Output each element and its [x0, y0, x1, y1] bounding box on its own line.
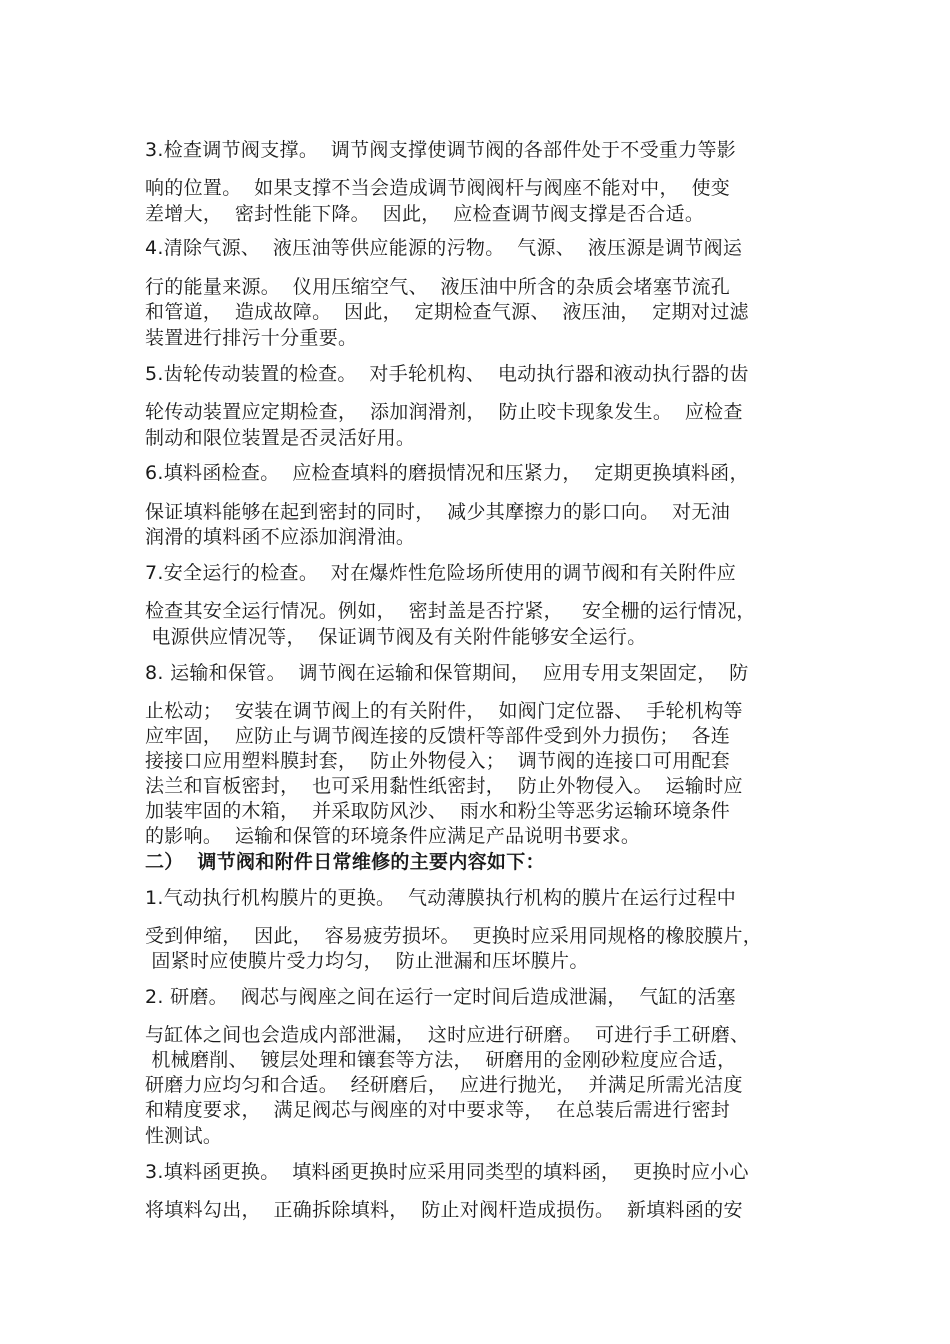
- paragraph-line: 响的位置。 如果支撑不当会造成调节阀阀杆与阀座不能对中， 使变: [145, 177, 731, 199]
- paragraph-line: 保证填料能够在起到密封的同时， 减少其摩擦力的影口向。 对无油: [145, 501, 731, 523]
- paragraph-line: 4.清除气源、 液压油等供应能源的污物。 气源、 液压源是调节阀运: [145, 237, 743, 259]
- paragraph-line: 固紧时应使膜片受力均匀， 防止泄漏和压坏膜片。: [145, 950, 589, 972]
- paragraph-line: 1.气动执行机构膜片的更换。 气动薄膜执行机构的膜片在运行过程中: [145, 887, 737, 909]
- paragraph-line: 机械磨削、 镀层处理和镶套等方法， 研磨用的金刚砂粒度应合适，: [145, 1049, 737, 1071]
- paragraph-line: 5.齿轮传动装置的检查。 对手轮机构、 电动执行器和液动执行器的齿: [145, 363, 749, 385]
- paragraph-line: 差增大， 密封性能下降。 因此， 应检查调节阀支撑是否合适。: [145, 203, 705, 225]
- section-heading: 二） 调节阀和附件日常维修的主要内容如下：: [145, 851, 545, 873]
- paragraph-line: 法兰和盲板密封， 也可采用黏性纸密封， 防止外物侵入。 运输时应: [145, 775, 743, 797]
- paragraph-line: 将填料勾出， 正确拆除填料， 防止对阀杆造成损伤。 新填料函的安: [145, 1199, 743, 1221]
- paragraph-line: 的影响。 运输和保管的环境条件应满足产品说明书要求。: [145, 825, 641, 847]
- paragraph-line: 受到伸缩， 因此， 容易疲劳损坏。 更换时应采用同规格的橡胶膜片，: [145, 925, 763, 947]
- paragraph-line: 和管道， 造成故障。 因此， 定期检查气源、 液压油， 定期对过滤: [145, 301, 749, 323]
- paragraph-line: 止松动； 安装在调节阀上的有关附件， 如阀门定位器、 手轮机构等: [145, 700, 743, 722]
- paragraph-line: 与缸体之间也会造成内部泄漏， 这时应进行研磨。 可进行手工研磨、: [145, 1024, 750, 1046]
- paragraph-line: 行的能量来源。 仪用压缩空气、 液压油中所含的杂质会堵塞节流孔: [145, 276, 731, 298]
- paragraph-line: 6.填料函检查。 应检查填料的磨损情况和压紧力， 定期更换填料函，: [145, 462, 749, 484]
- paragraph-line: 制动和限位装置是否灵活好用。: [145, 427, 416, 449]
- paragraph-line: 3.填料函更换。 填料函更换时应采用同类型的填料函， 更换时应小心: [145, 1161, 749, 1183]
- paragraph-line: 2. 研磨。 阀芯与阀座之间在运行一定时间后造成泄漏， 气缸的活塞: [145, 986, 736, 1008]
- paragraph-line: 装置进行排污十分重要。: [145, 327, 358, 349]
- paragraph-line: 7.安全运行的检查。 对在爆炸性危险场所使用的调节阀和有关附件应: [145, 562, 737, 584]
- paragraph-line: 电源供应情况等， 保证调节阀及有关附件能够安全运行。: [145, 626, 647, 648]
- paragraph-line: 接接口应用塑料膜封套， 防止外物侵入； 调节阀的连接口可用配套: [145, 750, 731, 772]
- paragraph-line: 加装牢固的木箱， 并采取防风沙、 雨水和粉尘等恶劣运输环境条件: [145, 800, 731, 822]
- paragraph-line: 3.检查调节阀支撑。 调节阀支撑使调节阀的各部件处于不受重力等影: [145, 139, 737, 161]
- paragraph-line: 性测试。: [145, 1125, 223, 1147]
- paragraph-line: 检查其安全运行情况。例如， 密封盖是否拧紧， 安全栅的运行情况，: [145, 600, 756, 622]
- paragraph-line: 和精度要求， 满足阀芯与阀座的对中要求等， 在总装后需进行密封: [145, 1099, 731, 1121]
- paragraph-line: 8. 运输和保管。 调节阀在运输和保管期间， 应用专用支架固定， 防: [145, 662, 749, 684]
- paragraph-line: 润滑的填料函不应添加润滑油。: [145, 526, 416, 548]
- paragraph-line: 应牢固， 应防止与调节阀连接的反馈杆等部件受到外力损伤； 各连: [145, 725, 731, 747]
- paragraph-line: 研磨力应均匀和合适。 经研磨后， 应进行抛光， 并满足所需光洁度: [145, 1074, 743, 1096]
- paragraph-line: 轮传动装置应定期检查， 添加润滑剂， 防止咬卡现象发生。 应检查: [145, 401, 743, 423]
